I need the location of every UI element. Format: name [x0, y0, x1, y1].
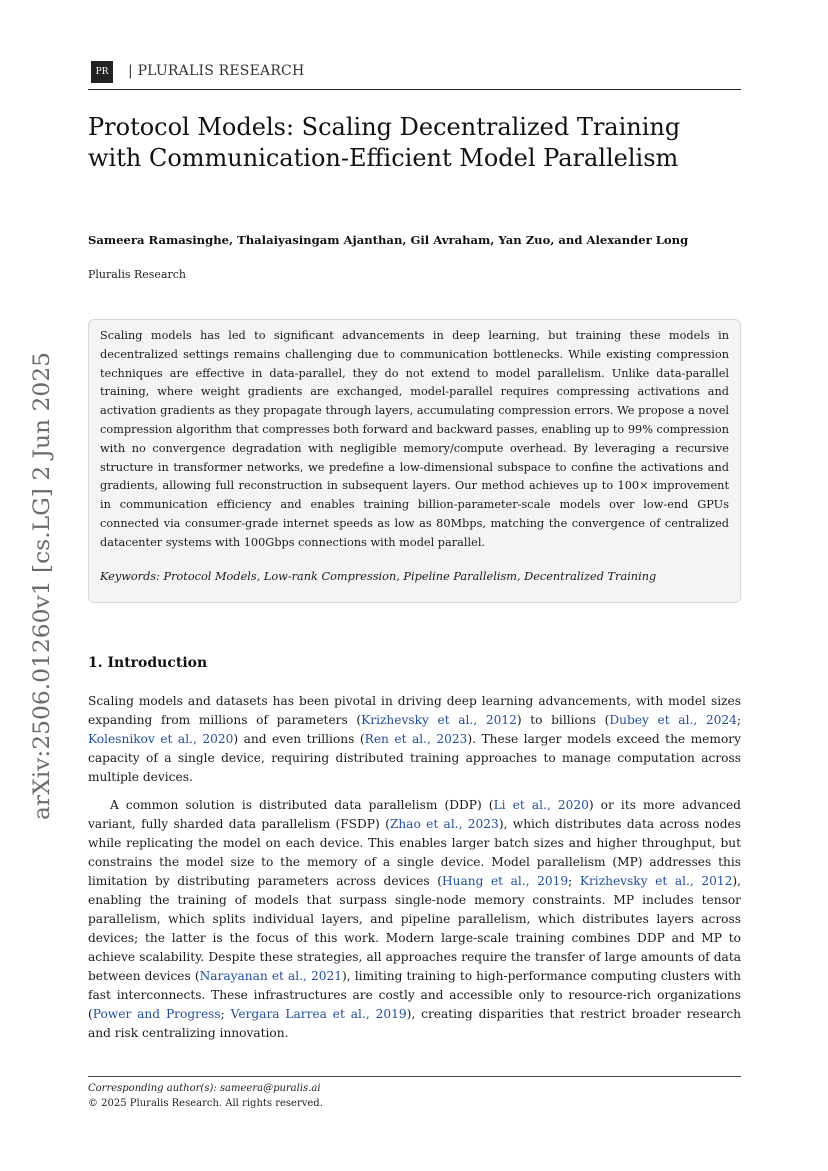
intro-paragraph-1 [88, 692, 741, 787]
paragraph-text: ) or its more advanced variant, fully sharded data parallelism (FSDP) ( [88, 798, 741, 831]
paragraph-text: Scaling models and datasets has been pivotal in driving deep learning advancements, with model sizes expanding from millions of parameters ( [88, 694, 741, 727]
author-affiliation: Pluralis Research [88, 268, 187, 281]
paragraph-text: ), creating disparities that restrict broader research and risk centralizing innovation. [88, 1007, 741, 1040]
citation-link[interactable]: Ren et al., 2023 [364, 732, 468, 746]
abstract-text: Scaling models has led to significant advancements in deep learning, but training these models in decentralized settings remains challenging due to communication bottlenecks. While existing compression techniques are effective in data-parallel, they do not extend to model parallelism. Unlike data-parallel training, where weight gradients are exchanged, model-parallel requires compressing activations and activation gradients as they propagate through layers, accumulating compression errors. We propose a novel compression algorithm that compresses both forward and backward passes, enabling up to 99% compression with no convergence degradation with negligible memory/compute overhead. By leveraging a recursive structure in transformer networks, we predefine a low-dimensional subspace to confine the activations and gradients, allowing full reconstruction in subsequent layers. Our method achieves up to 100× improvement in communication efficiency and enables training billion-parameter-scale models over low-end GPUs connected via consumer-grade internet speeds as low as 80Mbps, matching the convergence of centralized datacenter systems with 100Gbps connections with model parallel. [100, 329, 729, 549]
citation-link[interactable]: Narayanan et al., 2021 [199, 969, 342, 983]
header-organization: | PLURALIS RESEARCH [128, 63, 305, 79]
citation-link[interactable]: Zhao et al., 2023 [389, 817, 499, 831]
paragraph-text: ) and even trillions ( [233, 732, 365, 746]
citation-link[interactable]: Power and Progress [92, 1007, 221, 1021]
paragraph-text: ; [736, 713, 741, 727]
header-divider [88, 89, 741, 90]
citation-link[interactable]: Dubey et al., 2024 [609, 713, 737, 727]
pluralis-logo: PR [91, 61, 113, 83]
copyright-notice: © 2025 Pluralis Research. All rights reserved. [88, 1098, 323, 1109]
abstract-box [88, 319, 741, 603]
paragraph-text: ). These larger models exceed the memory capacity of a single device, requiring distributed training approaches to manage computation across multiple devices. [88, 732, 741, 784]
citation-link[interactable]: Krizhevsky et al., 2012 [361, 713, 517, 727]
citation-link[interactable]: Li et al., 2020 [493, 798, 589, 812]
paragraph-text: A common solution is distributed data parallelism (DDP) ( [110, 798, 494, 812]
paragraph-text: ), which distributes data across nodes while replicating the model on each device. This enables larger batch sizes and higher throughput, but constrains the model size to the memory of a single device. Model parallelism (MP) addresses this limitation by distributing parameters across devices ( [88, 817, 741, 888]
citation-link[interactable]: Krizhevsky et al., 2012 [579, 874, 733, 888]
citation-link[interactable]: Vergara Larrea et al., 2019 [230, 1007, 407, 1021]
section-heading-introduction: 1. Introduction [88, 655, 208, 671]
paragraph-text: ; [568, 874, 580, 888]
arxiv-identifier: arXiv:2506.01260v1 [cs.LG] 2 Jun 2025 [29, 369, 55, 820]
arxiv-side-stamp [23, 350, 57, 820]
author-list: Sameera Ramasinghe, Thalaiyasingam Ajanthan, Gil Avraham, Yan Zuo, and Alexander Long [88, 233, 689, 247]
paragraph-text: ), limiting training to high-performance computing clusters with fast interconnects. These infrastructures are costly and accessible only to resource-rich organizations ( [88, 969, 741, 1021]
footer-divider [88, 1076, 741, 1077]
paragraph-text: ; [220, 1007, 231, 1021]
intro-paragraph-2 [88, 796, 741, 1043]
paper-title: Protocol Models: Scaling Decentralized Training with Communication-Efficient Model Parallelism [88, 113, 681, 172]
paragraph-text: ), enabling the training of models that surpass single-node memory constraints. MP includes tensor parallelism, which splits individual layers, and pipeline parallelism, which distributes layers across devices; the latter is the focus of this work. Modern large-scale training combines DDP and MP to achieve scalability. Despite these strategies, all approaches require the transfer of large amounts of data between devices ( [88, 874, 742, 983]
citation-link[interactable]: Kolesnikov et al., 2020 [88, 732, 234, 746]
keywords-line: Keywords: Protocol Models, Low-rank Compression, Pipeline Parallelism, Decentralized Training [100, 569, 657, 583]
paragraph-text: ) to billions ( [516, 713, 610, 727]
citation-link[interactable]: Huang et al., 2019 [441, 874, 569, 888]
page-header [88, 61, 741, 91]
corresponding-author: Corresponding author(s): sameera@puralis.ai [88, 1083, 321, 1094]
